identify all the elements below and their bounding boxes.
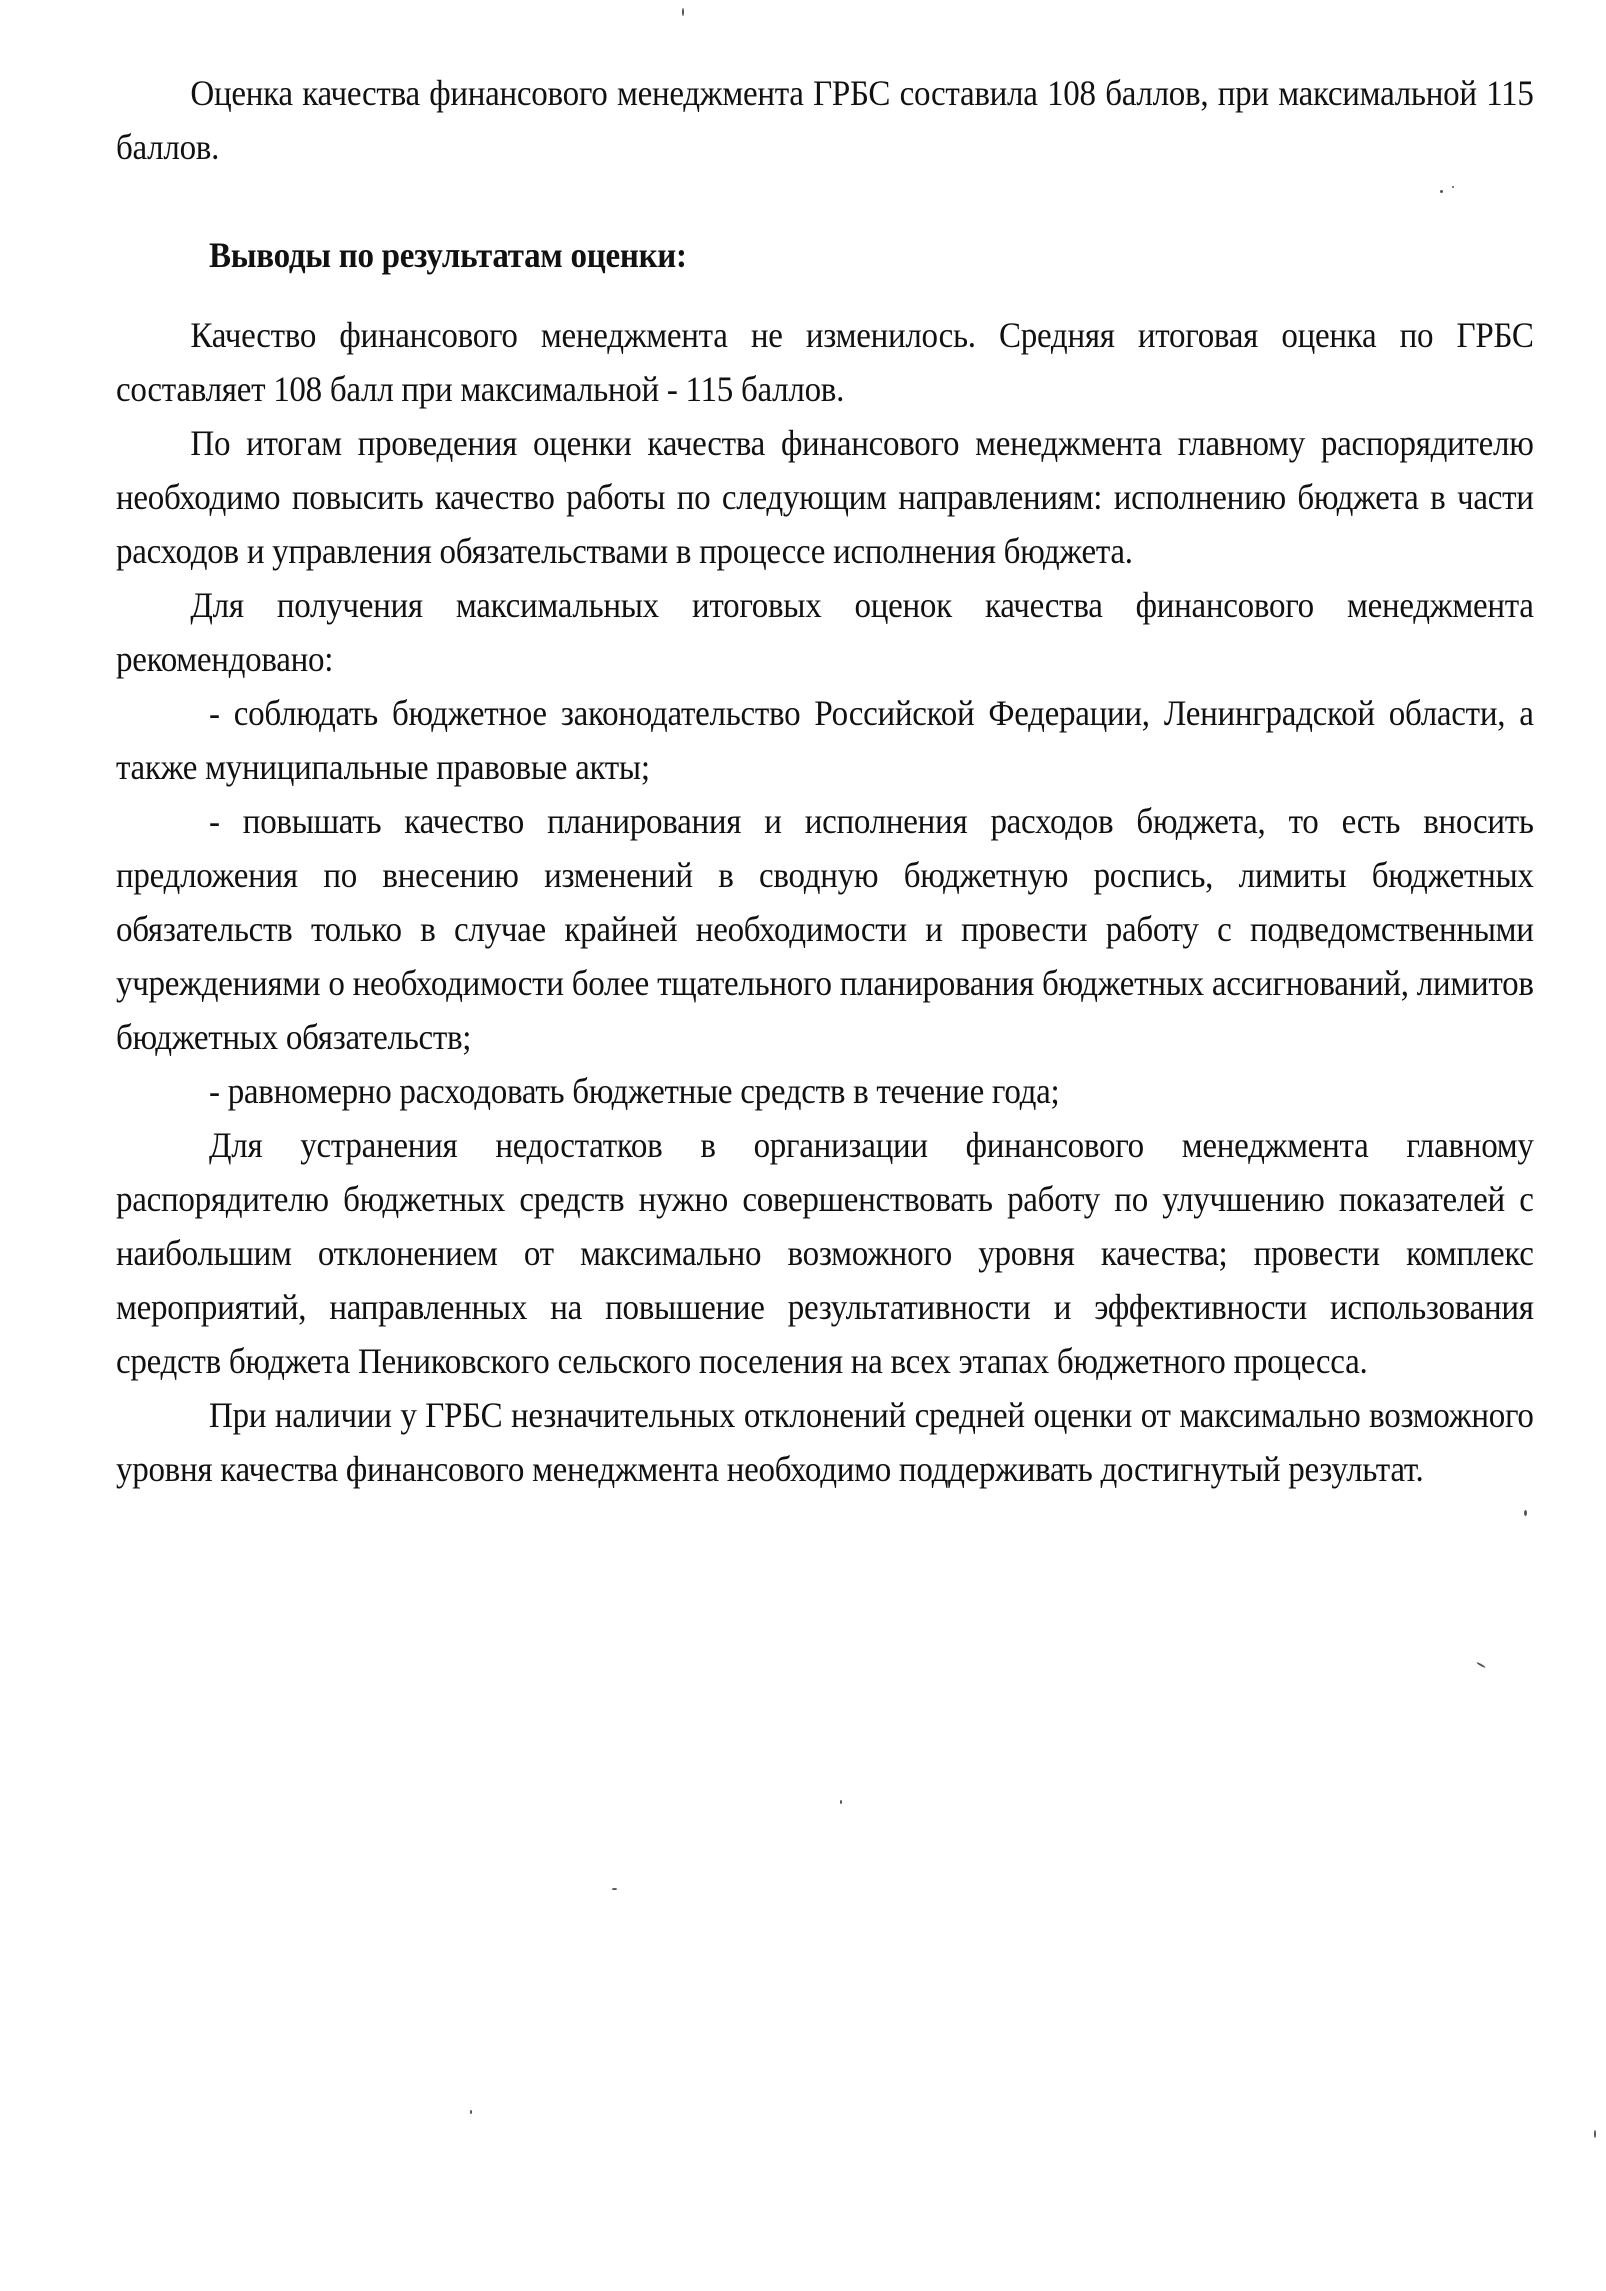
paragraph-improvement-directions: По итогам проведения оценки качества финансового менеджмента главному распорядителю необходимо повысить качество работы по следующим направлениям: исполнению бюджета в части расходов и управления обязательствами в процессе исполнения бюджета. bbox=[116, 423, 1534, 571]
recommendation-item: - повышать качество планирования и исполнения расходов бюджета, то есть вносить предложения по внесению изменений в сводную бюджетную роспись, лимиты бюджетных обязательств только в случае крайней необходимости и провести работу с подведомственными учреждениями о необходимости более тщательного планирования бюджетных ассигнований, лимитов бюджетных обязательств; bbox=[116, 801, 1534, 1057]
scan-speck bbox=[840, 1800, 842, 1804]
paragraph-quality-unchanged: Качество финансового менеджмента не изменилось. Средняя итоговая оценка по ГРБС составляет 108 балл при максимальной - 115 баллов. bbox=[116, 315, 1534, 409]
scan-speck bbox=[1594, 2130, 1596, 2138]
scan-speck bbox=[1524, 1510, 1527, 1516]
paragraph-maintain-result: При наличии у ГРБС незначительных отклонений средней оценки от максимально возможного уровня качества финансового менеджмента необходимо поддерживать достигнутый результат. bbox=[116, 1395, 1534, 1489]
recommendation-item: - соблюдать бюджетное законодательство Российской Федерации, Ленинградской области, а также муниципальные правовые акты; bbox=[116, 693, 1534, 787]
scan-speck bbox=[1476, 1662, 1486, 1669]
scan-speck bbox=[1452, 186, 1454, 188]
scan-speck bbox=[682, 8, 684, 16]
recommendation-item: - равномерно расходовать бюджетные средств в течение года; bbox=[209, 1071, 1060, 1111]
paragraph-eliminate-deficiencies: Для устранения недостатков в организации финансового менеджмента главному распорядителю бюджетных средств нужно совершенствовать работу по улучшению показателей с наибольшим отклонением от максимально возможного уровня качества; провести комплекс мероприятий, направленных на повышение результативности и эффективности использования средств бюджета Пениковского сельского поселения на всех этапах бюджетного процесса. bbox=[116, 1125, 1534, 1381]
scan-speck bbox=[612, 1888, 617, 1890]
scan-speck bbox=[470, 2110, 472, 2114]
document-body bbox=[116, 66, 1534, 1496]
intro-paragraph: Оценка качества финансового менеджмента ГРБС составила 108 баллов, при максимальной 115 баллов. bbox=[116, 73, 1534, 167]
paragraph-recommendations-intro: Для получения максимальных итоговых оценок качества финансового менеджмента рекомендовано: bbox=[116, 585, 1534, 679]
conclusions-heading: Выводы по результатам оценки: bbox=[209, 235, 687, 275]
scan-speck bbox=[1440, 190, 1443, 193]
